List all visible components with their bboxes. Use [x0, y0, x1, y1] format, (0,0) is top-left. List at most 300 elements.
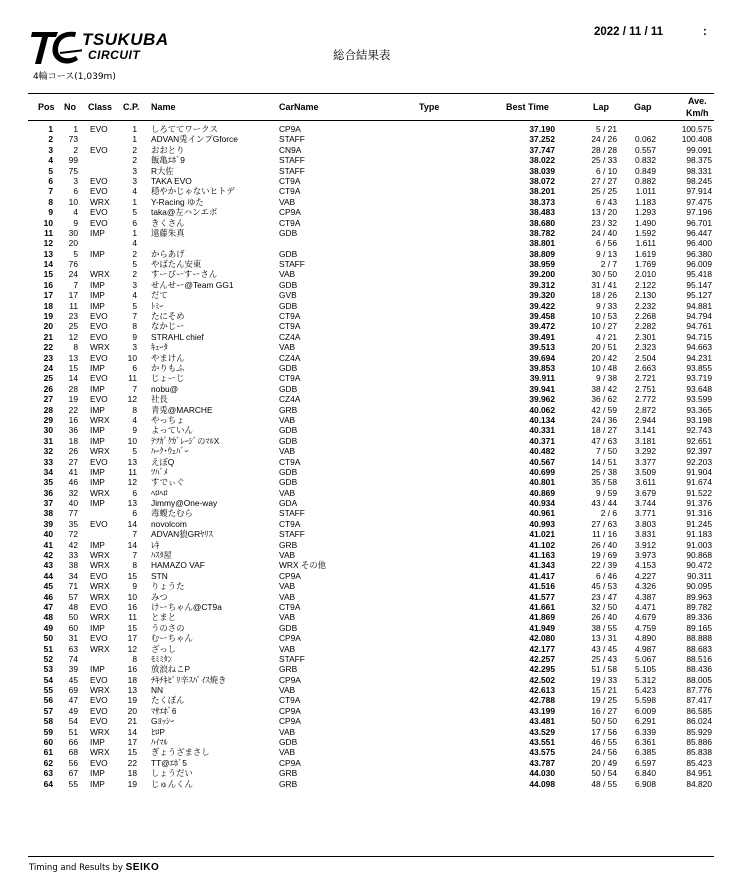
cell-no: 71: [68, 581, 78, 592]
cell-class: IMP: [90, 622, 105, 633]
cell-carname: CP9A: [279, 674, 301, 685]
cell-gap: 1.611: [635, 238, 656, 249]
cell-name: STRAHL chief: [151, 331, 204, 342]
cell-carname: CP9A: [279, 716, 301, 727]
cell-carname: GDB: [279, 279, 298, 290]
table-row: [0, 498, 740, 508]
cell-lap: 24 / 26: [591, 134, 617, 145]
col-header-avg: Ave.: [688, 96, 707, 106]
cell-gap: 5.598: [635, 695, 656, 706]
cell-no: 38: [68, 560, 78, 571]
cell-lap: 13 / 20: [591, 207, 617, 218]
cell-pos: 31: [43, 435, 53, 446]
cell-lap: 4 / 21: [596, 331, 617, 342]
cell-pos: 4: [48, 155, 53, 166]
cell-gap: 6.361: [635, 737, 656, 748]
cell-cp: 3: [132, 279, 137, 290]
cell-no: 72: [68, 529, 78, 540]
cell-avg-speed: 84.951: [686, 768, 712, 779]
table-row: [0, 592, 740, 602]
cell-lap: 25 / 25: [591, 186, 617, 197]
cell-class: IMP: [90, 290, 105, 301]
cell-avg-speed: 91.183: [686, 529, 712, 540]
table-row: [0, 218, 740, 228]
cell-lap: 38 / 42: [591, 383, 617, 394]
cell-carname: STAFF: [279, 134, 305, 145]
table-row: [0, 768, 740, 778]
cell-cp: 3: [132, 175, 137, 186]
cell-avg-speed: 86.024: [686, 716, 712, 727]
cell-name: ﾊｲﾏﾙ: [151, 737, 168, 748]
cell-name: ﾃﾂｶﾞｸｶﾞﾚｰｼﾞのﾏﾙX: [151, 435, 220, 446]
cell-pos: 10: [43, 217, 53, 228]
cell-pos: 12: [43, 238, 53, 249]
cell-best-time: 38.373: [529, 196, 555, 207]
table-row: [0, 758, 740, 768]
cell-cp: 21: [127, 716, 137, 727]
cell-carname: CP9A: [279, 705, 301, 716]
cell-best-time: 44.098: [529, 778, 555, 789]
cell-lap: 9 / 59: [596, 487, 617, 498]
cell-carname: GVB: [279, 290, 297, 301]
cell-carname: GDB: [279, 248, 298, 259]
cell-avg-speed: 90.472: [686, 560, 712, 571]
cell-cp: 2: [132, 155, 137, 166]
cell-gap: 0.849: [635, 165, 656, 176]
cell-lap: 48 / 55: [591, 778, 617, 789]
cell-cp: 9: [132, 331, 137, 342]
cell-no: 46: [68, 477, 78, 488]
cell-gap: 3.377: [635, 456, 656, 467]
cell-best-time: 43.787: [529, 757, 555, 768]
cell-name: 毒蝮たむら: [151, 508, 193, 519]
cell-avg-speed: 96.701: [686, 217, 712, 228]
cell-no: 23: [68, 311, 78, 322]
cell-pos: 55: [43, 685, 53, 696]
cell-pos: 18: [43, 300, 53, 311]
cell-pos: 62: [43, 757, 53, 768]
cell-cp: 13: [127, 498, 137, 509]
cell-pos: 32: [43, 446, 53, 457]
cell-best-time: 38.022: [529, 155, 555, 166]
cell-lap: 19 / 69: [591, 550, 617, 561]
cell-no: 32: [68, 487, 78, 498]
cell-cp: 18: [127, 674, 137, 685]
cell-lap: 6 / 10: [596, 165, 617, 176]
cell-avg-speed: 84.820: [686, 778, 712, 789]
cell-class: IMP: [90, 248, 105, 259]
cell-class: EVO: [90, 601, 108, 612]
cell-pos: 17: [43, 290, 53, 301]
cell-gap: 2.130: [635, 290, 656, 301]
cell-avg-speed: 93.599: [686, 394, 712, 405]
cell-lap: 51 / 58: [591, 664, 617, 675]
table-row: [0, 540, 740, 550]
col-header-name: Name: [151, 102, 176, 112]
cell-carname: CZ4A: [279, 331, 301, 342]
cell-no: 69: [68, 685, 78, 696]
cell-no: 75: [68, 165, 78, 176]
cell-class: WRX: [90, 342, 110, 353]
cell-avg-speed: 89.336: [686, 612, 712, 623]
cell-cp: 11: [128, 373, 137, 384]
cell-gap: 4.759: [635, 622, 656, 633]
table-row: [0, 342, 740, 352]
cell-avg-speed: 96.380: [686, 248, 712, 259]
cell-avg-speed: 96.447: [686, 227, 712, 238]
cell-best-time: 38.809: [529, 248, 555, 259]
cell-pos: 26: [43, 383, 53, 394]
table-row: [0, 353, 740, 363]
col-header-lap: Lap: [593, 102, 610, 112]
cell-avg-speed: 86.585: [686, 705, 712, 716]
cell-lap: 23 / 32: [591, 217, 617, 228]
cell-gap: 3.679: [635, 487, 656, 498]
cell-avg-speed: 94.761: [686, 321, 712, 332]
cell-carname: VAB: [279, 747, 296, 758]
cell-name: Y-Racing ゆた: [151, 196, 204, 207]
table-row: [0, 654, 740, 664]
cell-lap: 24 / 36: [591, 414, 617, 425]
cell-class: IMP: [90, 539, 105, 550]
cell-carname: GDA: [279, 498, 298, 509]
cell-carname: CP9A: [279, 124, 301, 134]
cell-avg-speed: 91.522: [686, 487, 712, 498]
cell-name: たくぽん: [151, 695, 185, 706]
cell-lap: 20 / 49: [591, 757, 617, 768]
cell-best-time: 40.934: [529, 498, 555, 509]
cell-name: けーちゃん@CT9a: [151, 601, 222, 612]
cell-pos: 1: [48, 124, 53, 134]
cell-name: すでぃぐ: [151, 477, 185, 488]
cell-class: EVO: [90, 175, 108, 186]
cell-class: EVO: [90, 321, 108, 332]
page-title: 総合結果表: [333, 48, 391, 62]
table-row: [0, 747, 740, 757]
cell-avg-speed: 88.683: [686, 643, 712, 654]
cell-gap: 4.987: [635, 643, 656, 654]
cell-lap: 16 / 27: [591, 705, 617, 716]
tc-logo-icon: [30, 26, 82, 68]
table-row: [0, 716, 740, 726]
cell-best-time: 39.694: [529, 352, 555, 363]
cell-cp: 13: [127, 685, 137, 696]
col-header-no: No: [64, 102, 76, 112]
cell-gap: 3.292: [635, 446, 656, 457]
cell-cp: 2: [132, 269, 137, 280]
cell-name: STN: [151, 570, 168, 581]
cell-class: EVO: [90, 186, 108, 197]
cell-best-time: 38.680: [529, 217, 555, 228]
cell-carname: CP9A: [279, 207, 301, 218]
cell-avg-speed: 93.855: [686, 362, 712, 373]
table-row: [0, 644, 740, 654]
cell-avg-speed: 90.868: [686, 550, 712, 561]
cell-name: NN: [151, 685, 164, 696]
cell-no: 8: [73, 342, 78, 353]
cell-pos: 61: [43, 747, 53, 758]
cell-cp: 12: [127, 477, 137, 488]
cell-avg-speed: 90.311: [687, 570, 712, 581]
cell-name: 穏やかじゃないヒトデ: [151, 186, 235, 197]
cell-pos: 5: [48, 165, 53, 176]
cell-gap: 5.423: [635, 685, 656, 696]
cell-lap: 32 / 50: [591, 601, 617, 612]
table-row: [0, 176, 740, 186]
cell-class: WRX: [90, 446, 110, 457]
cell-lap: 45 / 53: [591, 581, 617, 592]
cell-no: 26: [68, 446, 78, 457]
cell-avg-speed: 100.408: [681, 134, 712, 145]
table-row: [0, 457, 740, 467]
cell-pos: 63: [43, 768, 53, 779]
cell-lap: 47 / 63: [591, 435, 617, 446]
cell-lap: 31 / 41: [591, 279, 617, 290]
cell-name: ﾏｻｴﾎﾞ6: [151, 705, 177, 716]
cell-gap: 6.339: [635, 726, 656, 737]
cell-lap: 24 / 40: [591, 227, 617, 238]
cell-gap: 3.744: [635, 498, 656, 509]
cell-avg-speed: 85.886: [686, 737, 712, 748]
cell-lap: 25 / 33: [591, 155, 617, 166]
cell-gap: 6.597: [635, 757, 656, 768]
cell-no: 15: [68, 362, 78, 373]
cell-no: 2: [73, 144, 78, 155]
cell-name: novolcom: [151, 518, 187, 529]
cell-best-time: 43.575: [529, 747, 555, 758]
cell-avg-speed: 89.165: [686, 622, 712, 633]
cell-cp: 5: [132, 259, 137, 270]
table-bottom-rule: [28, 856, 714, 857]
cell-name: しょうだい: [151, 768, 193, 779]
cell-carname: STAFF: [279, 529, 305, 540]
cell-lap: 18 / 27: [591, 425, 617, 436]
table-row: [0, 675, 740, 685]
cell-name: TAKA EVO: [151, 175, 192, 186]
cell-pos: 13: [43, 248, 53, 259]
cell-lap: 20 / 42: [591, 352, 617, 363]
table-row: [0, 207, 740, 217]
cell-no: 3: [73, 175, 78, 186]
cell-cp: 17: [127, 633, 137, 644]
cell-carname: GDB: [279, 466, 298, 477]
cell-lap: 9 / 33: [596, 300, 617, 311]
cell-lap: 9 / 13: [596, 248, 617, 259]
cell-name: からあげ: [151, 248, 185, 259]
cell-gap: 3.611: [635, 477, 656, 488]
cell-avg-speed: 88.436: [686, 664, 712, 675]
cell-cp: 10: [127, 352, 137, 363]
table-row: [0, 290, 740, 300]
cell-name: TT@ｴﾎﾞ5: [151, 757, 187, 768]
cell-best-time: 38.201: [529, 186, 555, 197]
cell-gap: 2.010: [635, 269, 656, 280]
cell-best-time: 39.472: [529, 321, 555, 332]
cell-carname: CP9A: [279, 633, 301, 644]
cell-pos: 14: [43, 259, 53, 270]
cell-best-time: 40.801: [529, 477, 555, 488]
cell-carname: VAB: [279, 487, 296, 498]
cell-class: WRX: [90, 685, 110, 696]
cell-class: IMP: [90, 300, 105, 311]
cell-lap: 19 / 25: [591, 695, 617, 706]
cell-gap: 3.831: [635, 529, 656, 540]
cell-lap: 50 / 50: [591, 716, 617, 727]
table-row: [0, 508, 740, 518]
cell-name: うのさの: [151, 622, 185, 633]
cell-no: 5: [73, 248, 78, 259]
cell-class: EVO: [90, 124, 108, 134]
cell-best-time: 43.529: [529, 726, 555, 737]
cell-best-time: 38.483: [529, 207, 555, 218]
cell-carname: GDB: [279, 477, 298, 488]
table-row: [0, 269, 740, 279]
cell-class: EVO: [90, 311, 108, 322]
cell-cp: 6: [132, 508, 137, 519]
cell-avg-speed: 93.365: [686, 404, 712, 415]
cell-best-time: 39.320: [529, 290, 555, 301]
cell-class: IMP: [90, 383, 105, 394]
table-row: [0, 467, 740, 477]
cell-cp: 10: [127, 435, 137, 446]
cell-cp: 6: [132, 487, 137, 498]
cell-cp: 19: [127, 695, 137, 706]
cell-pos: 49: [43, 622, 53, 633]
table-row: [0, 602, 740, 612]
cell-gap: 1.619: [635, 248, 656, 259]
cell-cp: 7: [132, 311, 137, 322]
cell-best-time: 40.961: [529, 508, 555, 519]
table-row: [0, 197, 740, 207]
cell-avg-speed: 96.400: [686, 238, 712, 249]
cell-lap: 43 / 44: [591, 498, 617, 509]
cell-cp: 5: [132, 300, 137, 311]
cell-no: 63: [68, 643, 78, 654]
cell-lap: 20 / 51: [591, 342, 617, 353]
cell-best-time: 39.911: [529, 373, 555, 384]
cell-gap: 1.592: [635, 227, 656, 238]
cell-no: 33: [68, 550, 78, 561]
cell-name: たにそめ: [151, 311, 185, 322]
cell-carname: VAB: [279, 342, 296, 353]
cell-cp: 6: [132, 217, 137, 228]
cell-lap: 36 / 62: [591, 394, 617, 405]
cell-gap: 3.141: [635, 425, 656, 436]
cell-carname: CT9A: [279, 373, 301, 384]
cell-pos: 22: [43, 342, 53, 353]
table-row: [0, 779, 740, 789]
cell-gap: 6.908: [635, 778, 656, 789]
cell-avg-speed: 89.963: [686, 591, 712, 602]
cell-cp: 12: [127, 394, 137, 405]
table-row: [0, 623, 740, 633]
cell-lap: 22 / 39: [591, 560, 617, 571]
cell-lap: 27 / 27: [591, 175, 617, 186]
cell-name: ﾄﾐｰ: [151, 300, 164, 311]
cell-gap: 1.183: [635, 196, 656, 207]
cell-no: 20: [68, 238, 78, 249]
cell-best-time: 38.039: [529, 165, 555, 176]
cell-lap: 9 / 38: [596, 373, 617, 384]
cell-name: HAMAZO VAF: [151, 560, 205, 571]
cell-name: ざっし: [151, 643, 177, 654]
cell-pos: 56: [43, 695, 53, 706]
cell-avg-speed: 92.203: [686, 456, 712, 467]
table-row: [0, 737, 740, 747]
cell-best-time: 44.030: [529, 768, 555, 779]
time-label: :: [703, 26, 707, 38]
cell-cp: 14: [127, 726, 137, 737]
cell-no: 35: [68, 518, 78, 529]
cell-best-time: 42.257: [529, 653, 555, 664]
cell-cp: 22: [127, 757, 137, 768]
cell-best-time: 38.959: [529, 259, 555, 270]
cell-no: 45: [68, 674, 78, 685]
cell-no: 13: [68, 352, 78, 363]
cell-name: おおとり: [151, 144, 185, 155]
cell-avg-speed: 92.397: [686, 446, 712, 457]
cell-no: 55: [68, 778, 78, 789]
cell-best-time: 40.062: [529, 404, 555, 415]
cell-class: EVO: [90, 352, 108, 363]
cell-gap: 2.721: [635, 373, 656, 384]
cell-gap: 3.803: [635, 518, 656, 529]
cell-cp: 1: [132, 227, 137, 238]
cell-no: 22: [68, 404, 78, 415]
table-row: [0, 519, 740, 529]
cell-cp: 4: [132, 414, 137, 425]
cell-no: 24: [68, 269, 78, 280]
cell-cp: 11: [128, 612, 137, 623]
seiko-logo: SEIKO: [125, 862, 160, 873]
table-row: [0, 394, 740, 404]
cell-lap: 13 / 31: [591, 633, 617, 644]
logo-text-circuit: CIRCUIT: [88, 48, 141, 62]
cell-name: なかじー: [151, 321, 185, 332]
cell-no: 39: [68, 664, 78, 675]
cell-pos: 15: [43, 269, 53, 280]
cell-name: じょーじ: [151, 373, 185, 384]
col-header-cp: C.P.: [123, 102, 140, 112]
cell-class: WRX: [90, 414, 110, 425]
cell-avg-speed: 87.417: [686, 695, 712, 706]
cell-pos: 40: [43, 529, 53, 540]
cell-best-time: 37.252: [529, 134, 555, 145]
cell-class: IMP: [90, 279, 105, 290]
cell-no: 16: [68, 414, 78, 425]
cell-name: よっていん: [151, 425, 193, 436]
cell-gap: 4.471: [635, 601, 656, 612]
cell-gap: 3.181: [635, 435, 656, 446]
cell-pos: 35: [43, 477, 53, 488]
cell-best-time: 40.869: [529, 487, 555, 498]
cell-avg-speed: 87.776: [686, 685, 712, 696]
cell-carname: VAB: [279, 414, 296, 425]
col-header-gap: Gap: [634, 102, 652, 112]
cell-gap: 2.301: [635, 331, 656, 342]
cell-lap: 6 / 46: [596, 570, 617, 581]
cell-no: 10: [68, 196, 78, 207]
cell-cp: 15: [127, 747, 137, 758]
cell-gap: 3.912: [635, 539, 656, 550]
cell-pos: 3: [48, 144, 53, 155]
cell-no: 77: [68, 508, 78, 519]
cell-carname: GDB: [279, 383, 298, 394]
table-row: [0, 280, 740, 290]
cell-best-time: 42.080: [529, 633, 555, 644]
cell-lap: 50 / 54: [591, 768, 617, 779]
cell-gap: 4.387: [635, 591, 656, 602]
